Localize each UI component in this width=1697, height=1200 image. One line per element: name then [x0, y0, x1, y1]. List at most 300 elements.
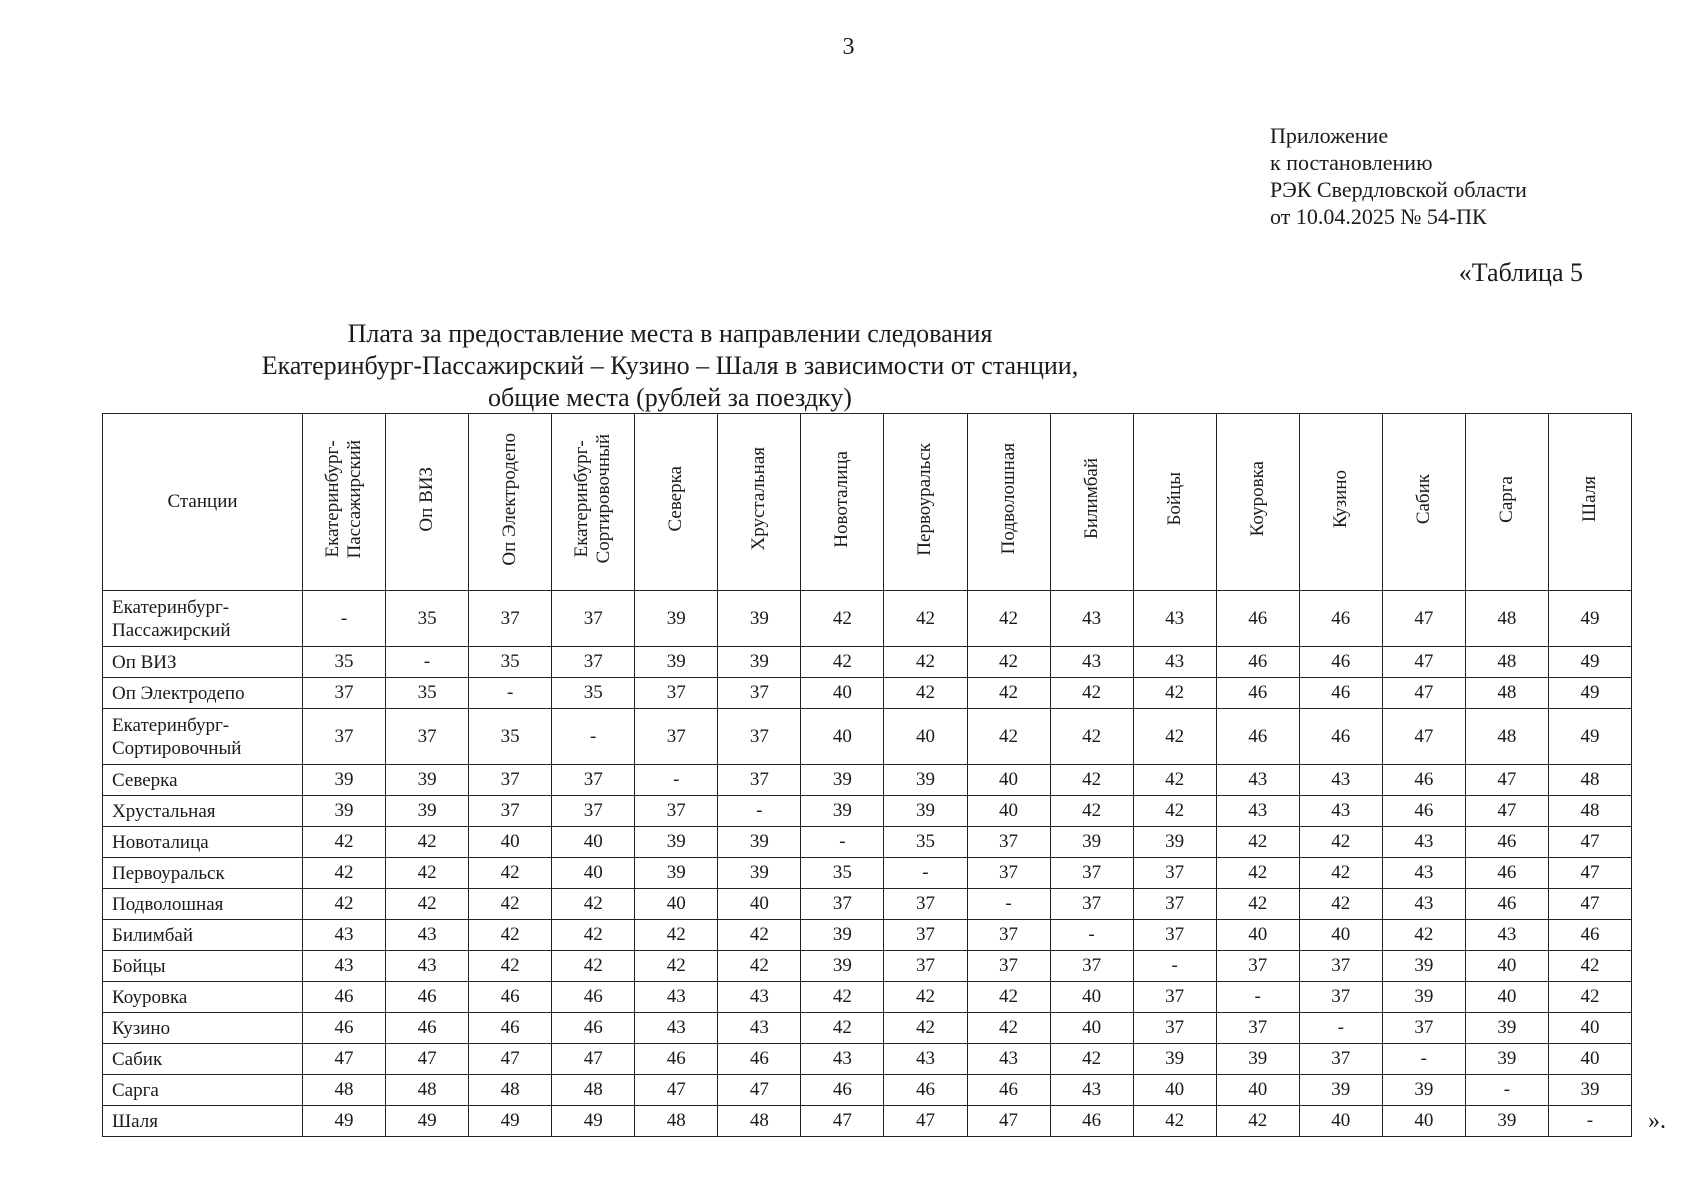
- fare-cell: -: [1133, 951, 1216, 982]
- table-row: [103, 647, 1632, 678]
- column-header-label: Оп Электродепо: [499, 432, 521, 566]
- fare-cell: 43: [303, 920, 386, 951]
- fare-cell: 37: [718, 765, 801, 796]
- column-header-label: Билимбай: [1080, 458, 1102, 540]
- fare-cell: 42: [1216, 1106, 1299, 1137]
- fare-cell: 37: [1133, 889, 1216, 920]
- fare-cell: 37: [1299, 1044, 1382, 1075]
- fare-cell: 42: [303, 889, 386, 920]
- fare-cell: 46: [1465, 858, 1548, 889]
- fare-cell: 39: [1216, 1044, 1299, 1075]
- fare-cell: 46: [1299, 709, 1382, 765]
- fare-cell: 42: [967, 709, 1050, 765]
- row-station-name: Шаля: [103, 1106, 303, 1137]
- fare-cell: 48: [1548, 796, 1631, 827]
- fare-cell: 43: [1382, 889, 1465, 920]
- column-header: [1382, 414, 1465, 591]
- fare-cell: 40: [1216, 920, 1299, 951]
- fare-cell: 37: [1216, 1013, 1299, 1044]
- fare-cell: 42: [884, 982, 967, 1013]
- fare-cell: 40: [1133, 1075, 1216, 1106]
- fare-cell: 48: [718, 1106, 801, 1137]
- fare-cell: 42: [1216, 827, 1299, 858]
- fare-cell: 35: [469, 647, 552, 678]
- column-header-label: Сабик: [1412, 473, 1434, 525]
- fare-cell: 49: [303, 1106, 386, 1137]
- fare-cell: 40: [1548, 1044, 1631, 1075]
- fare-cell: 49: [1548, 591, 1631, 647]
- fare-cell: 43: [718, 1013, 801, 1044]
- fare-cell: 43: [967, 1044, 1050, 1075]
- fare-cell: 35: [552, 678, 635, 709]
- column-header-label: Шаля: [1578, 476, 1600, 522]
- fare-cell: 42: [469, 858, 552, 889]
- row-station-name: Билимбай: [103, 920, 303, 951]
- column-header: [1050, 414, 1133, 591]
- fare-cell: 43: [718, 982, 801, 1013]
- document-title: [0, 318, 1340, 414]
- fare-cell: 37: [1133, 858, 1216, 889]
- row-station-name: Сабик: [103, 1044, 303, 1075]
- fare-cell: 42: [1050, 765, 1133, 796]
- page-number: 3: [842, 34, 855, 60]
- fare-cell: 47: [303, 1044, 386, 1075]
- fare-cell: 39: [1465, 1106, 1548, 1137]
- closing-quote: ».: [1648, 1108, 1666, 1134]
- row-station-name: Сарга: [103, 1075, 303, 1106]
- fare-cell: 43: [1382, 827, 1465, 858]
- title-line: Плата за предоставление места в направлении следования: [347, 319, 993, 348]
- fare-cell: 46: [884, 1075, 967, 1106]
- fare-cell: 46: [386, 1013, 469, 1044]
- fare-cell: 46: [469, 982, 552, 1013]
- fare-cell: 37: [1299, 982, 1382, 1013]
- fare-cell: 40: [967, 765, 1050, 796]
- fare-cell: 35: [303, 647, 386, 678]
- fare-cell: 39: [386, 765, 469, 796]
- column-header-label: Екатеринбург- Сортировочный: [571, 434, 615, 564]
- fare-cell: 37: [884, 951, 967, 982]
- fare-cell: 42: [386, 827, 469, 858]
- fare-cell: 37: [718, 709, 801, 765]
- title-line: общие места (рублей за поездку): [488, 383, 852, 412]
- fare-cell: -: [1382, 1044, 1465, 1075]
- fare-cell: 42: [1133, 1106, 1216, 1137]
- fare-cell: 39: [1050, 827, 1133, 858]
- fare-cell: 40: [552, 858, 635, 889]
- fare-cell: 40: [1382, 1106, 1465, 1137]
- fare-cell: 48: [303, 1075, 386, 1106]
- fare-cell: -: [303, 591, 386, 647]
- fare-cell: 43: [1216, 765, 1299, 796]
- fare-cell: 37: [1050, 951, 1133, 982]
- fare-cell: 47: [1382, 678, 1465, 709]
- row-station-name: Екатеринбург- Сортировочный: [103, 709, 303, 765]
- fare-cell: 42: [552, 951, 635, 982]
- fare-cell: 37: [967, 858, 1050, 889]
- fare-cell: 37: [635, 796, 718, 827]
- fare-cell: 43: [386, 920, 469, 951]
- fare-cell: 39: [1299, 1075, 1382, 1106]
- row-station-name: Кузино: [103, 1013, 303, 1044]
- table-row: [103, 591, 1632, 647]
- fare-cell: 42: [1133, 709, 1216, 765]
- fare-cell: 46: [1299, 591, 1382, 647]
- fare-cell: 37: [1133, 920, 1216, 951]
- fare-cell: 43: [801, 1044, 884, 1075]
- column-header: [1299, 414, 1382, 591]
- fare-cell: 46: [1216, 647, 1299, 678]
- fare-cell: 42: [967, 678, 1050, 709]
- table-row: [103, 1075, 1632, 1106]
- table-row: [103, 920, 1632, 951]
- fare-cell: 47: [1548, 827, 1631, 858]
- fare-cell: 40: [1050, 1013, 1133, 1044]
- column-header-label: Первоуральск: [914, 442, 936, 556]
- fare-cell: 39: [718, 827, 801, 858]
- fare-cell: 49: [1548, 709, 1631, 765]
- fare-cell: 42: [801, 1013, 884, 1044]
- fare-cell: 46: [635, 1044, 718, 1075]
- fare-cell: 39: [718, 647, 801, 678]
- fare-cell: 43: [1216, 796, 1299, 827]
- fare-cell: 39: [635, 591, 718, 647]
- fare-cell: 46: [718, 1044, 801, 1075]
- fare-cell: 37: [1050, 889, 1133, 920]
- fare-cell: 47: [718, 1075, 801, 1106]
- fare-cell: 42: [801, 982, 884, 1013]
- fare-cell: 43: [1382, 858, 1465, 889]
- fare-cell: 40: [1465, 951, 1548, 982]
- fare-cell: 48: [635, 1106, 718, 1137]
- fare-cell: 47: [1382, 591, 1465, 647]
- column-header: [1548, 414, 1631, 591]
- fare-cell: 46: [552, 982, 635, 1013]
- fare-cell: 42: [1548, 951, 1631, 982]
- fare-cell: 49: [552, 1106, 635, 1137]
- table-label: «Таблица 5: [1458, 258, 1583, 287]
- fare-cell: 42: [635, 951, 718, 982]
- fare-cell: 40: [1299, 920, 1382, 951]
- fare-cell: 42: [718, 920, 801, 951]
- fare-cell: 42: [1133, 678, 1216, 709]
- fare-cell: 37: [469, 765, 552, 796]
- fare-cell: 40: [1465, 982, 1548, 1013]
- fare-cell: 47: [552, 1044, 635, 1075]
- fare-cell: 42: [469, 920, 552, 951]
- fare-cell: 37: [303, 709, 386, 765]
- fare-cell: -: [1216, 982, 1299, 1013]
- row-station-name: Новоталица: [103, 827, 303, 858]
- fare-cell: 47: [1465, 796, 1548, 827]
- column-header: [303, 414, 386, 591]
- row-station-name: Хрустальная: [103, 796, 303, 827]
- fare-cell: 46: [1465, 889, 1548, 920]
- fare-cell: 40: [469, 827, 552, 858]
- fare-cell: 42: [469, 951, 552, 982]
- column-header-label: Кузино: [1329, 469, 1351, 529]
- column-header: [1465, 414, 1548, 591]
- fare-cell: 42: [1216, 889, 1299, 920]
- fare-cell: 39: [303, 796, 386, 827]
- column-header: [801, 414, 884, 591]
- fare-cell: 47: [884, 1106, 967, 1137]
- fare-cell: 37: [1299, 951, 1382, 982]
- table-row: [103, 1106, 1632, 1137]
- fare-cell: 40: [635, 889, 718, 920]
- column-header-label: Оп ВИЗ: [416, 466, 438, 532]
- fare-cell: 42: [552, 889, 635, 920]
- fare-cell: 46: [1465, 827, 1548, 858]
- table-header-row: [103, 414, 1632, 591]
- column-header-label: Северка: [665, 466, 687, 532]
- fare-cell: 39: [1548, 1075, 1631, 1106]
- row-station-name: Первоуральск: [103, 858, 303, 889]
- fare-cell: 40: [1548, 1013, 1631, 1044]
- fare-cell: 48: [1548, 765, 1631, 796]
- fare-cell: 35: [386, 678, 469, 709]
- fare-cell: 47: [801, 1106, 884, 1137]
- fare-cell: -: [1299, 1013, 1382, 1044]
- fare-cell: 39: [718, 858, 801, 889]
- fare-cell: 40: [1050, 982, 1133, 1013]
- fare-cell: 46: [303, 1013, 386, 1044]
- fare-cell: 43: [386, 951, 469, 982]
- fare-cell: 39: [801, 796, 884, 827]
- fare-cell: 42: [1299, 858, 1382, 889]
- fare-cell: 39: [1382, 982, 1465, 1013]
- fare-cell: 40: [801, 678, 884, 709]
- fare-cell: 42: [884, 678, 967, 709]
- fare-cell: 46: [1216, 709, 1299, 765]
- fare-cell: 40: [552, 827, 635, 858]
- fare-cell: 39: [1465, 1044, 1548, 1075]
- fare-cell: 37: [967, 827, 1050, 858]
- row-station-name: Северка: [103, 765, 303, 796]
- fare-cell: 46: [386, 982, 469, 1013]
- table-row: [103, 765, 1632, 796]
- fare-cell: 46: [1299, 678, 1382, 709]
- column-header-label: Сарга: [1495, 475, 1517, 523]
- fare-cell: 43: [1050, 647, 1133, 678]
- fare-cell: 42: [1382, 920, 1465, 951]
- fare-cell: 39: [884, 765, 967, 796]
- fare-cell: 39: [1465, 1013, 1548, 1044]
- fare-cell: 39: [303, 765, 386, 796]
- fare-cell: 42: [303, 827, 386, 858]
- fare-cell: 39: [635, 858, 718, 889]
- fare-cell: 48: [1465, 591, 1548, 647]
- fare-cell: 39: [386, 796, 469, 827]
- fare-cell: 46: [967, 1075, 1050, 1106]
- fare-cell: 42: [718, 951, 801, 982]
- fare-cell: 48: [386, 1075, 469, 1106]
- fare-cell: 42: [884, 1013, 967, 1044]
- fare-cell: 37: [1133, 1013, 1216, 1044]
- fare-cell: 48: [552, 1075, 635, 1106]
- appendix-line: от 10.04.2025 № 54-ПК: [1270, 204, 1487, 229]
- table-row: [103, 827, 1632, 858]
- corner-header: Станции: [103, 414, 303, 591]
- column-header-label: Новоталица: [831, 450, 853, 548]
- fare-cell: 48: [1465, 678, 1548, 709]
- row-station-name: Бойцы: [103, 951, 303, 982]
- fare-cell: 40: [884, 709, 967, 765]
- fare-cell: 49: [1548, 678, 1631, 709]
- fare-cell: 46: [801, 1075, 884, 1106]
- fare-cell: 40: [1299, 1106, 1382, 1137]
- fare-cell: 47: [1382, 647, 1465, 678]
- table-row: [103, 951, 1632, 982]
- fare-cell: 46: [303, 982, 386, 1013]
- fare-cell: 37: [552, 647, 635, 678]
- column-header: [635, 414, 718, 591]
- fare-cell: 46: [1299, 647, 1382, 678]
- fare-cell: 43: [1050, 591, 1133, 647]
- fare-cell: -: [1465, 1075, 1548, 1106]
- fare-cell: 47: [967, 1106, 1050, 1137]
- fare-cell: 42: [1050, 1044, 1133, 1075]
- fare-cell: 42: [967, 1013, 1050, 1044]
- row-station-name: Оп Электродепо: [103, 678, 303, 709]
- fare-cell: 42: [884, 647, 967, 678]
- fare-cell: 43: [1299, 765, 1382, 796]
- fare-cell: 47: [635, 1075, 718, 1106]
- column-header-label: Хрустальная: [748, 447, 770, 551]
- fare-cell: 43: [1133, 647, 1216, 678]
- appendix-line: Приложение: [1270, 123, 1389, 148]
- fare-cell: 42: [1050, 796, 1133, 827]
- fare-cell: 43: [1299, 796, 1382, 827]
- fare-cell: -: [1050, 920, 1133, 951]
- fare-cell: 42: [1133, 765, 1216, 796]
- fare-cell: -: [718, 796, 801, 827]
- fare-cell: 42: [386, 889, 469, 920]
- fare-cell: 37: [1382, 1013, 1465, 1044]
- fare-cell: 40: [967, 796, 1050, 827]
- fare-cell: 37: [1133, 982, 1216, 1013]
- fare-cell: 39: [801, 920, 884, 951]
- fare-cell: 37: [635, 678, 718, 709]
- fare-cell: 37: [469, 591, 552, 647]
- fare-cell: 42: [1133, 796, 1216, 827]
- fare-table: [102, 413, 1632, 1137]
- fare-cell: 46: [1382, 796, 1465, 827]
- fare-cell: 37: [303, 678, 386, 709]
- fare-cell: 40: [801, 709, 884, 765]
- fare-cell: 37: [884, 889, 967, 920]
- appendix-line: РЭК Свердловской области: [1270, 177, 1527, 202]
- fare-cell: 35: [884, 827, 967, 858]
- table-row: [103, 796, 1632, 827]
- fare-cell: 42: [386, 858, 469, 889]
- column-header-label: Екатеринбург- Пассажирский: [322, 439, 366, 559]
- fare-cell: 40: [1216, 1075, 1299, 1106]
- fare-cell: 37: [552, 765, 635, 796]
- fare-cell: 47: [1548, 889, 1631, 920]
- title-line: Екатеринбург-Пассажирский – Кузино – Шаля в зависимости от станции,: [261, 351, 1079, 380]
- column-header: [967, 414, 1050, 591]
- fare-cell: 46: [552, 1013, 635, 1044]
- fare-cell: 43: [303, 951, 386, 982]
- fare-cell: -: [552, 709, 635, 765]
- fare-cell: 48: [1465, 709, 1548, 765]
- fare-cell: 39: [1133, 1044, 1216, 1075]
- fare-cell: 43: [1050, 1075, 1133, 1106]
- fare-cell: 42: [967, 647, 1050, 678]
- fare-cell: 35: [801, 858, 884, 889]
- fare-cell: 42: [303, 858, 386, 889]
- fare-cell: 47: [1465, 765, 1548, 796]
- fare-cell: 49: [1548, 647, 1631, 678]
- fare-cell: 42: [1050, 678, 1133, 709]
- fare-cell: 47: [1548, 858, 1631, 889]
- table-row: [103, 709, 1632, 765]
- fare-cell: 46: [1548, 920, 1631, 951]
- fare-cell: 37: [1216, 951, 1299, 982]
- row-station-name: Оп ВИЗ: [103, 647, 303, 678]
- fare-cell: 37: [801, 889, 884, 920]
- table-row: [103, 1013, 1632, 1044]
- column-header: [1133, 414, 1216, 591]
- appendix-block: [1270, 122, 1527, 230]
- fare-cell: 47: [1382, 709, 1465, 765]
- fare-cell: -: [801, 827, 884, 858]
- column-header: [884, 414, 967, 591]
- table-row: [103, 889, 1632, 920]
- column-header-label: Бойцы: [1163, 472, 1185, 526]
- column-header: [386, 414, 469, 591]
- table-row: [103, 678, 1632, 709]
- table-row: [103, 982, 1632, 1013]
- fare-cell: 40: [718, 889, 801, 920]
- fare-cell: 37: [635, 709, 718, 765]
- row-station-name: Екатеринбург- Пассажирский: [103, 591, 303, 647]
- fare-cell: 43: [635, 1013, 718, 1044]
- fare-cell: 42: [635, 920, 718, 951]
- fare-cell: 39: [801, 765, 884, 796]
- fare-cell: 42: [1299, 827, 1382, 858]
- fare-cell: 39: [801, 951, 884, 982]
- fare-cell: -: [967, 889, 1050, 920]
- fare-cell: 43: [1133, 591, 1216, 647]
- fare-cell: 49: [469, 1106, 552, 1137]
- column-header: [469, 414, 552, 591]
- table-row: [103, 1044, 1632, 1075]
- fare-cell: 39: [884, 796, 967, 827]
- fare-cell: 42: [552, 920, 635, 951]
- column-header-label: Подволошная: [997, 443, 1019, 555]
- column-header: [552, 414, 635, 591]
- fare-cell: 42: [469, 889, 552, 920]
- row-station-name: Коуровка: [103, 982, 303, 1013]
- column-header-label: Коуровка: [1246, 461, 1268, 537]
- fare-cell: 42: [801, 647, 884, 678]
- table-row: [103, 858, 1632, 889]
- fare-cell: 48: [1465, 647, 1548, 678]
- fare-cell: 48: [469, 1075, 552, 1106]
- fare-cell: 42: [967, 591, 1050, 647]
- fare-cell: -: [469, 678, 552, 709]
- fare-cell: 42: [884, 591, 967, 647]
- fare-cell: 37: [386, 709, 469, 765]
- fare-cell: 46: [469, 1013, 552, 1044]
- fare-cell: 43: [884, 1044, 967, 1075]
- fare-cell: -: [635, 765, 718, 796]
- fare-cell: 37: [884, 920, 967, 951]
- fare-cell: 42: [1548, 982, 1631, 1013]
- fare-cell: 39: [718, 591, 801, 647]
